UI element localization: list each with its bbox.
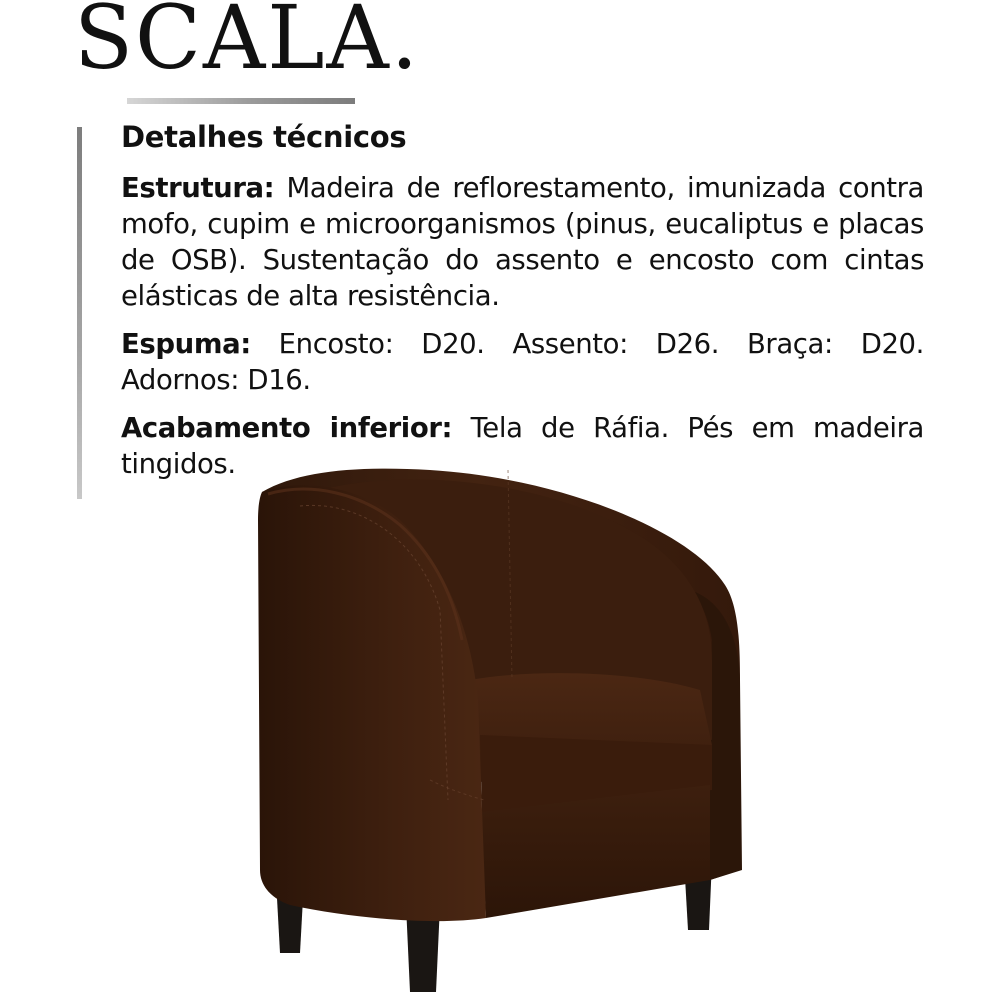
accent-bar bbox=[77, 127, 82, 499]
brand-title: SCALA. bbox=[74, 0, 421, 89]
spec-finish-text: Tela de Ráfia. Pés em madeira tingidos. bbox=[121, 412, 924, 480]
spec-foam-label: Espuma: bbox=[121, 328, 251, 360]
spec-foam bbox=[121, 326, 924, 398]
armchair-image bbox=[250, 465, 750, 1000]
spec-structure-text: Madeira de reflorestamento, imunizada contra mofo, cupim e microorganismos (pinus, eucaliptus e placas de OSB). Sustentação do assento e encosto com cintas elásticas de alta resistência. bbox=[121, 172, 924, 312]
brand-underline bbox=[127, 98, 355, 104]
spec-structure bbox=[121, 170, 924, 314]
section-heading: Detalhes técnicos bbox=[121, 120, 407, 154]
spec-foam-text: Encosto: D20. Assento: D26. Braça: D20. Adornos: D16. bbox=[121, 328, 924, 396]
technical-details bbox=[121, 120, 924, 494]
spec-finish-label: Acabamento inferior: bbox=[121, 412, 453, 444]
spec-structure-label: Estrutura: bbox=[121, 172, 275, 204]
